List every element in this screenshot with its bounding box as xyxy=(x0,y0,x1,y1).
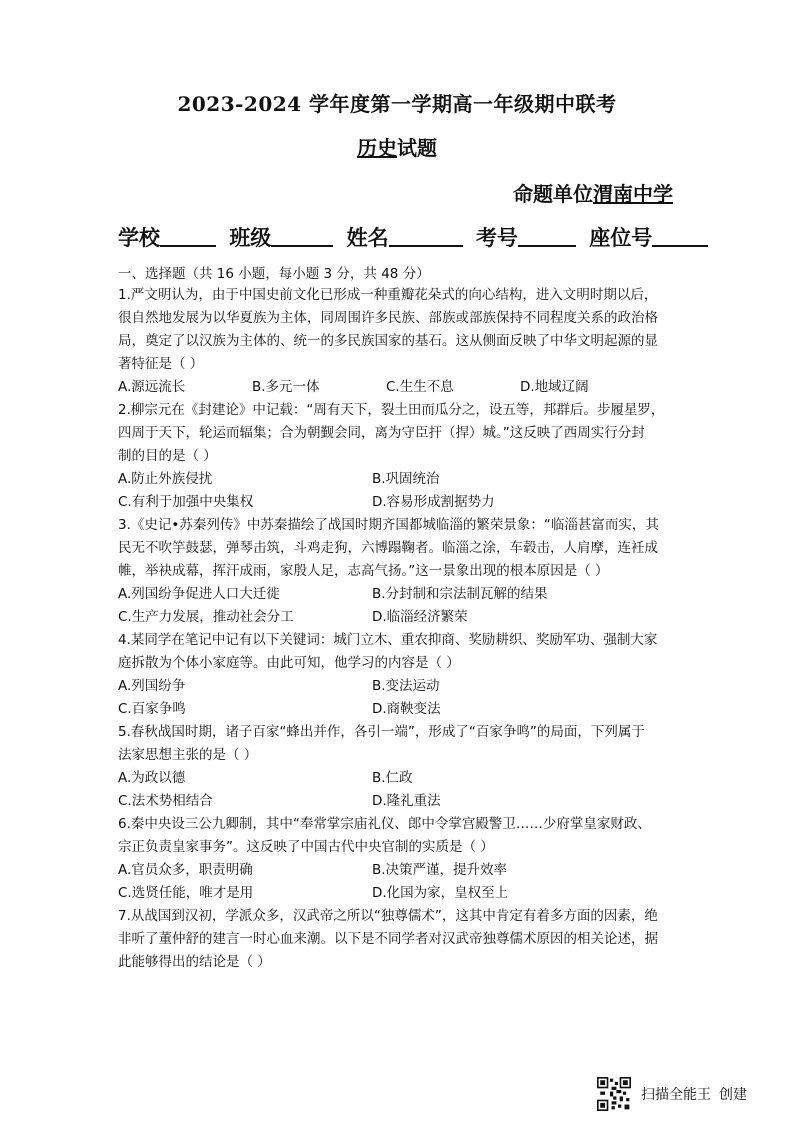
option-a: A.官员众多，职责明确 xyxy=(118,862,253,878)
student-info-row xyxy=(118,222,718,252)
question-1 xyxy=(118,284,698,399)
question-line: 很自然地发展为以华夏族为主体，同周围许多民族、部族或部族保持不同程度关系的政治格 xyxy=(118,310,658,326)
option-b: B.分封制和宗法制瓦解的结果 xyxy=(372,586,548,602)
school-label: 学校 xyxy=(118,225,160,250)
seat-number-label: 座位号 xyxy=(589,225,653,250)
question-7 xyxy=(118,905,698,974)
question-line: 5.春秋战国时期，诸子百家“蜂出并作，各引一端”，形成了“百家争鸣”的局面，下列属于 xyxy=(118,724,645,740)
option-a: A.列国纷争促进人口大迁徙 xyxy=(118,586,280,602)
option-a: A.防止外族侵扰 xyxy=(118,471,213,487)
question-line: 制的目的是（ ） xyxy=(118,448,217,464)
options-row xyxy=(118,882,698,905)
exam-subject xyxy=(0,132,794,161)
option-b: B.仁政 xyxy=(372,770,413,786)
school-blank xyxy=(160,225,216,247)
question-list xyxy=(118,284,698,974)
class-label: 班级 xyxy=(229,225,272,250)
option-c: C.有利于加强中央集权 xyxy=(118,494,254,510)
options-row xyxy=(118,675,698,698)
exam-title: 2023-2024 学年度第一学期高一年级期中联考 xyxy=(177,92,617,116)
option-d: D.容易形成割据势力 xyxy=(372,494,495,510)
option-d: D.化国为家，皇权至上 xyxy=(372,885,509,901)
name-label: 姓名 xyxy=(346,225,389,250)
question-line: 民无不吹竽鼓瑟，弹琴击筑，斗鸡走狗，六博蹋鞠者。临淄之涂，车毂击，人肩摩，连衽成 xyxy=(118,540,658,556)
section-heading: 一、选择题（共 16 小题，每小题 3 分，共 48 分） xyxy=(118,266,430,282)
option-b: B.变法运动 xyxy=(372,678,440,694)
option-d: D.商鞅变法 xyxy=(372,701,441,717)
option-a: A.列国纷争 xyxy=(118,678,186,694)
question-line: 2.柳宗元在《封建论》中记载：“周有天下，裂土田而瓜分之，设五等，邦群后。步履星罗， xyxy=(118,402,665,418)
scanner-action-label: 创建 xyxy=(719,1087,747,1103)
name-blank xyxy=(389,225,463,247)
option-c: C.法术势相结合 xyxy=(118,793,213,809)
question-3 xyxy=(118,514,698,629)
seat-number-blank xyxy=(652,225,708,247)
question-line: 四周于天下，轮运而辐集；合为朝觐会同，离为守臣扞（捍）城。”这反映了西周实行分封 xyxy=(118,425,645,441)
scanner-app-name: 扫描全能王 xyxy=(641,1087,711,1103)
option-c: C.生产力发展，推动社会分工 xyxy=(118,609,294,625)
question-5 xyxy=(118,721,698,813)
setter-unit xyxy=(513,178,673,207)
subject-name: 历史 xyxy=(357,136,397,160)
setter-unit-label: 命题单位 xyxy=(513,182,593,206)
question-line: 帷，举袂成幕，挥汗成雨，家殷人足，志高气扬。”这一景象出现的根本原因是（ ） xyxy=(118,563,609,579)
question-line: 4.某同学在笔记中记有以下关键词：城门立木、重农抑商、奖励耕织、奖励军功、强制大家 xyxy=(118,632,658,648)
options-row xyxy=(118,491,698,514)
option-b: B.多元一体 xyxy=(252,379,320,395)
option-c: C.百家争鸣 xyxy=(118,701,186,717)
option-d: D.地域辽阔 xyxy=(520,379,589,395)
option-b: B.巩固统治 xyxy=(372,471,440,487)
question-6 xyxy=(118,813,698,905)
question-4 xyxy=(118,629,698,721)
question-line: 法家思想主张的是（ ） xyxy=(118,747,258,763)
question-line: 7.从战国到汉初，学派众多，汉武帝之所以“独尊儒术”，这其中肯定有着多方面的因素，绝 xyxy=(118,908,658,924)
question-line: 著特征是（ ） xyxy=(118,356,204,372)
option-c: C.生生不息 xyxy=(386,379,454,395)
option-c: C.选贤任能，唯才是用 xyxy=(118,885,254,901)
option-a: A.为政以德 xyxy=(118,770,186,786)
class-blank xyxy=(271,225,333,247)
question-line: 此能够得出的结论是（ ） xyxy=(118,954,271,970)
setter-unit-name: 渭南中学 xyxy=(593,182,673,206)
option-d: D.隆礼重法 xyxy=(372,793,441,809)
exam-number-label: 考号 xyxy=(475,225,518,250)
question-line: 局，奠定了以汉族为主体的、统一的多民族国家的基石。这从侧面反映了中华文明起源的显 xyxy=(118,333,658,349)
options-row xyxy=(118,468,698,491)
options-row xyxy=(118,767,698,790)
options-row xyxy=(118,859,698,882)
question-line: 6.秦中央设三公九卿制，其中“奉常掌宗庙礼仪、郎中令掌宫殿警卫……少府掌皇家财政、 xyxy=(118,816,651,832)
options-row xyxy=(118,790,698,813)
question-line: 3.《史记•苏秦列传》中苏秦描绘了战国时期齐国都城临淄的繁荣景象：“临淄甚富而实，其 xyxy=(118,517,659,533)
options-row xyxy=(118,376,698,399)
question-line: 宗正负责皇家事务”。这反映了中国古代中央官制的实质是（ ） xyxy=(118,839,494,855)
options-row xyxy=(118,606,698,629)
subject-suffix: 试题 xyxy=(397,136,437,160)
option-b: B.决策严谨，提升效率 xyxy=(372,862,508,878)
question-2 xyxy=(118,399,698,514)
exam-number-blank xyxy=(518,225,576,247)
options-row xyxy=(118,698,698,721)
option-d: D.临淄经济繁荣 xyxy=(372,609,468,625)
qr-code-icon xyxy=(597,1077,631,1111)
question-line: 庭拆散为个体小家庭等。由此可知，他学习的内容是（ ） xyxy=(118,655,460,671)
scanner-watermark xyxy=(597,1076,747,1112)
question-line: 非听了董仲舒的建言一时心血来潮。以下是不同学者对汉武帝独尊儒术原因的相关论述，据 xyxy=(118,931,658,947)
question-line: 1.严文明认为，由于中国史前文化已形成一种重瓣花朵式的向心结构，进入文明时期以后， xyxy=(118,287,658,303)
option-a: A.源远流长 xyxy=(118,379,186,395)
options-row xyxy=(118,583,698,606)
